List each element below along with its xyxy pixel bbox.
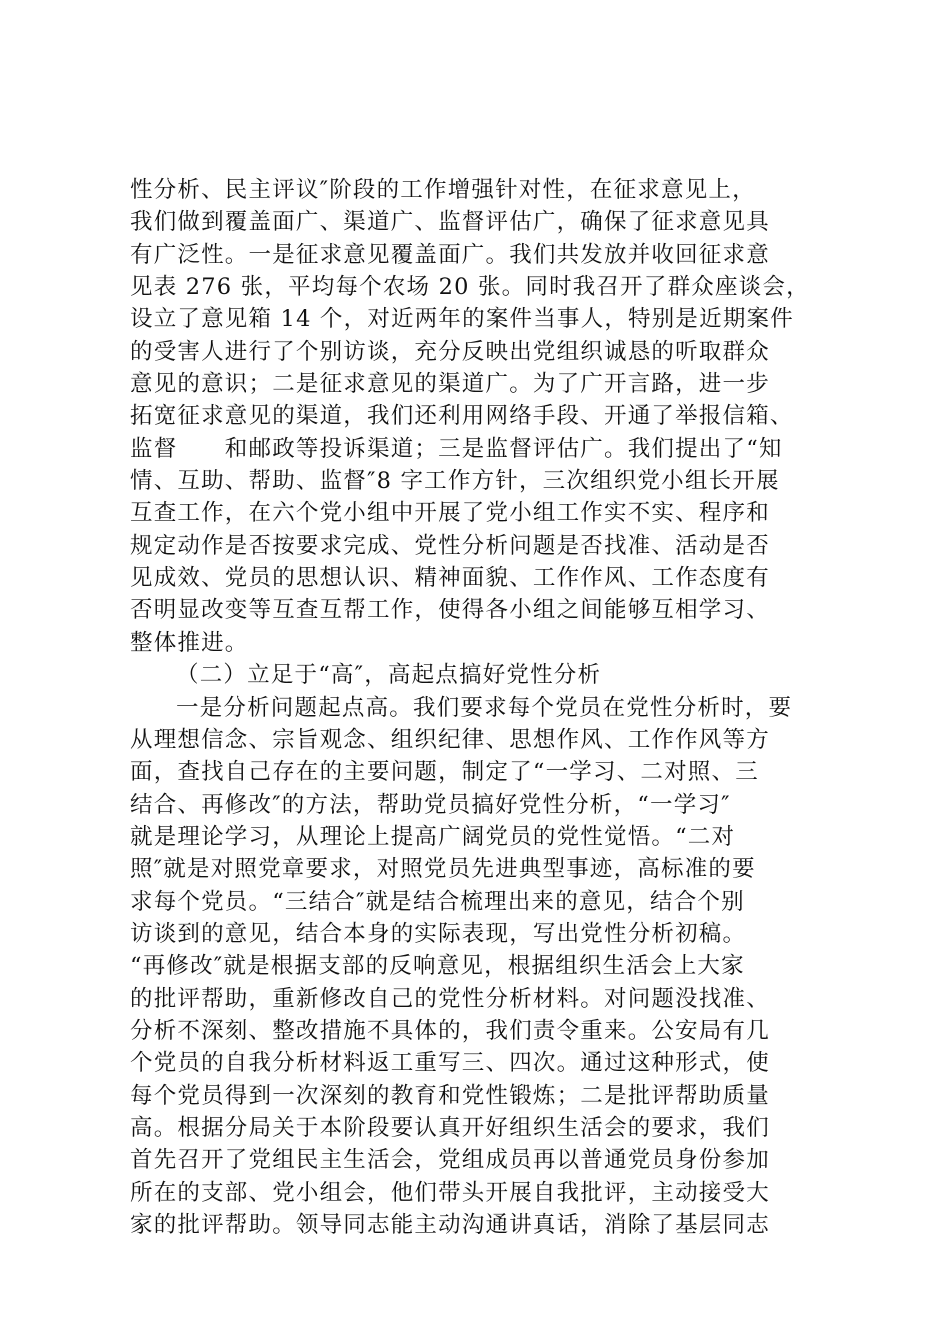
text-line: 结合、再修改″的方法，帮助党员搞好党性分析，“一学习″	[130, 791, 731, 818]
text-line: 情、互助、帮助、监督″8 字工作方针，三次组织党小组长开展	[130, 468, 780, 495]
text-line: 面，查找自己存在的主要问题，制定了“一学习、二对照、三	[130, 759, 759, 786]
text-line: 有广泛性。一是征求意见覆盖面广。我们共发放并收回征求意	[130, 241, 770, 268]
text-line: 所在的支部、党小组会，他们带头开展自我批评，主动接受大	[130, 1179, 770, 1206]
text-line: 照″就是对照党章要求，对照党员先进典型事迹，高标准的要	[130, 856, 756, 883]
text-line: “再修改″就是根据支部的反响意见，根据组织生活会上大家	[130, 953, 745, 980]
text-line: 的受害人进行了个别访谈，充分反映出党组织诚恳的听取群众	[130, 338, 770, 365]
text-line: 访谈到的意见，结合本身的实际表现，写出党性分析初稿。	[130, 920, 747, 947]
text-line: 从理想信念、宗旨观念、组织纪律、思想作风、工作作风等方	[130, 726, 770, 753]
text-line: 家的批评帮助。领导同志能主动沟通讲真话，消除了基层同志	[130, 1212, 770, 1238]
text-line: 见表 276 张，平均每个农场 20 张。同时我召开了群众座谈会，	[130, 274, 810, 301]
text-line: 见成效、党员的思想认识、精神面貌、工作作风、工作态度有	[130, 565, 770, 592]
text-line: 分析不深刻、整改措施不具体的，我们责令重来。公安局有几	[130, 1017, 770, 1044]
text-line: 监督 和邮政等投诉渠道；三是监督评估广。我们提出了“知	[130, 435, 783, 462]
text-line: 规定动作是否按要求完成、党性分析问题是否找准、活动是否	[130, 532, 770, 559]
paragraph-first-line: 一是分析问题起点高。我们要求每个党员在党性分析时，要	[176, 694, 793, 721]
text-line: 我们做到覆盖面广、渠道广、监督评估广，确保了征求意见具	[130, 209, 770, 236]
text-line: 个党员的自我分析材料返工重写三、四次。通过这种形式，使	[130, 1050, 770, 1077]
text-line: 设立了意见箱 14 个，对近两年的案件当事人，特别是近期案件	[130, 306, 794, 333]
document-body	[130, 174, 830, 1241]
text-line: 的批评帮助，重新修改自己的党性分析材料。对问题没找准、	[130, 985, 770, 1012]
text-line: 拓宽征求意见的渠道，我们还利用网络手段、开通了举报信箱、	[130, 403, 794, 430]
text-line: 首先召开了党组民主生活会，党组成员再以普通党员身份参加	[130, 1147, 770, 1174]
text-line: 整体推进。	[130, 629, 249, 656]
text-line: 求每个党员。“三结合″就是结合梳理出来的意见，结合个别	[130, 888, 745, 915]
text-line: 否明显改变等互查互帮工作，使得各小组之间能够互相学习、	[130, 597, 770, 624]
text-line: 高。根据分局关于本阶段要认真开好组织生活会的要求，我们	[130, 1114, 770, 1141]
section-heading: （二）立足于“高″，高起点搞好党性分析	[176, 662, 602, 689]
text-line: 每个党员得到一次深刻的教育和党性锻炼；二是批评帮助质量	[130, 1082, 770, 1109]
text-line: 性分析、民主评议″阶段的工作增强针对性，在征求意见上，	[130, 177, 756, 203]
text-line: 互查工作，在六个党小组中开展了党小组工作实不实、程序和	[130, 500, 770, 527]
text-line: 就是理论学习，从理论上提高广阔党员的党性觉悟。“二对	[130, 823, 736, 850]
text-line: 意见的意识；二是征求意见的渠道广。为了广开言路，进一步	[130, 371, 770, 398]
